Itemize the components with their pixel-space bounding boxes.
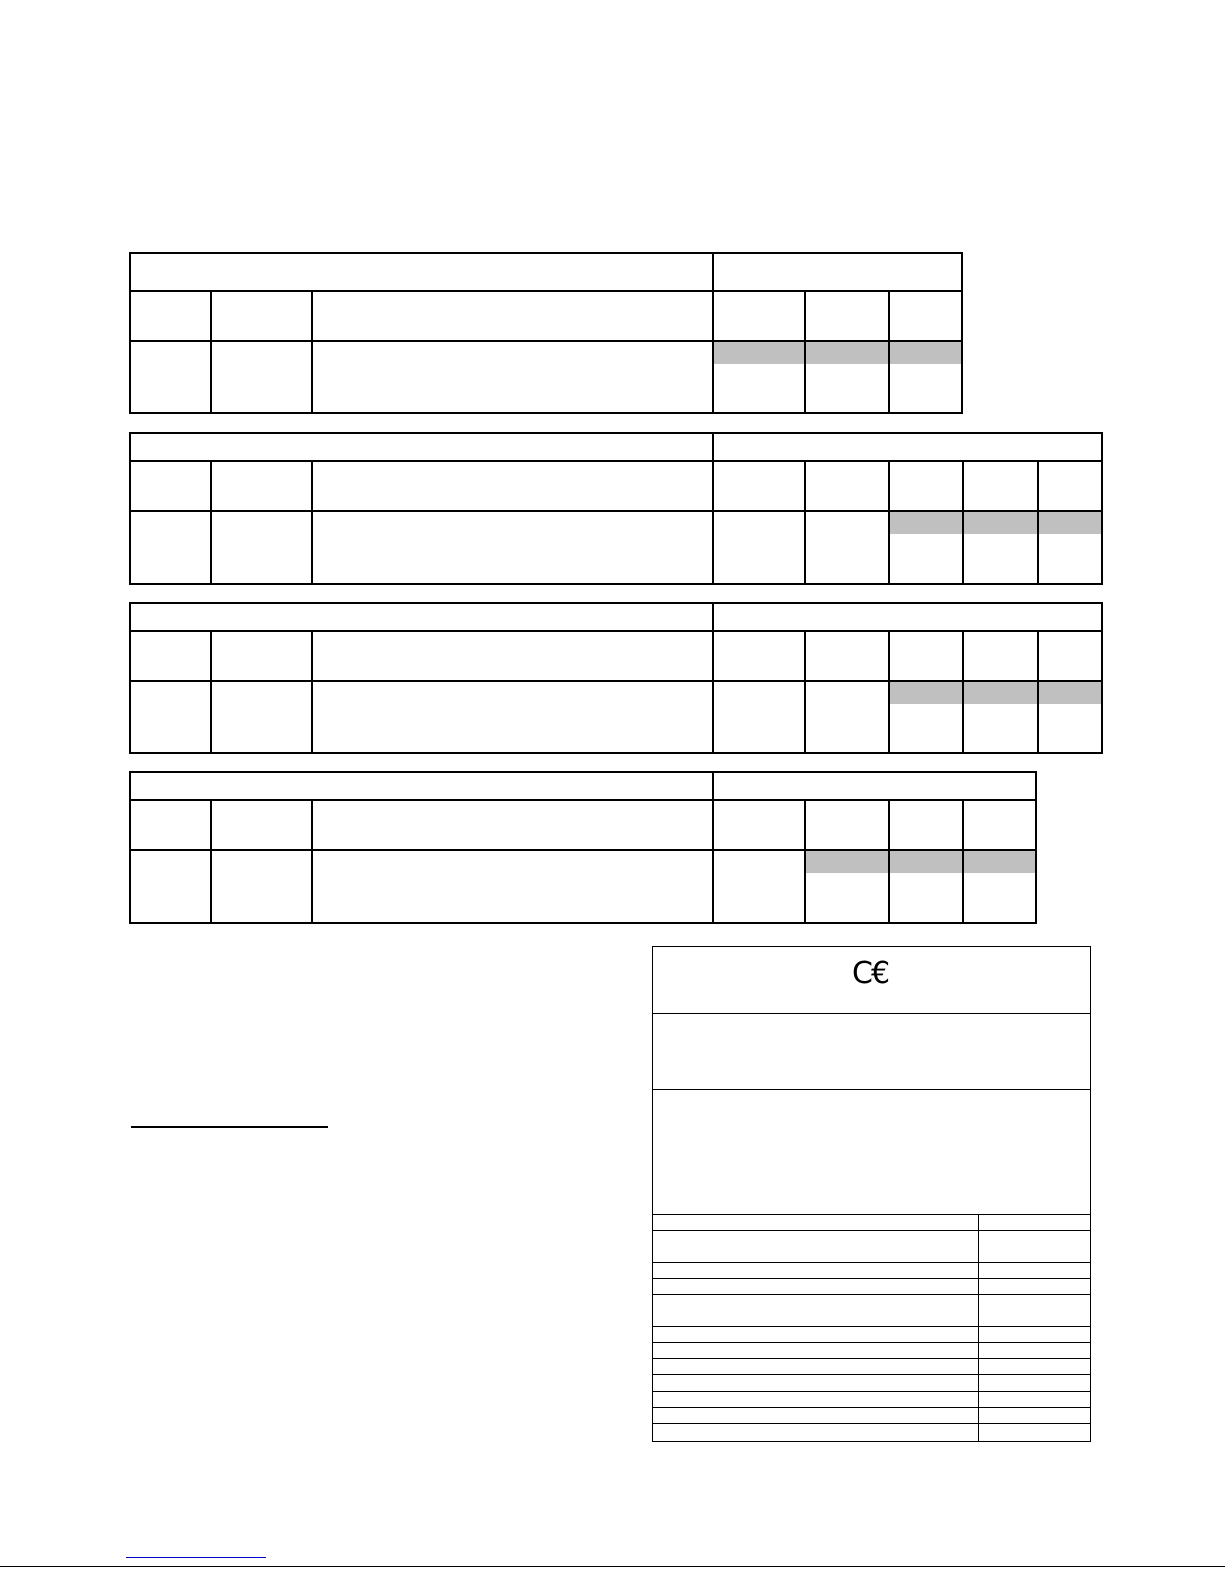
table-1-header-divider <box>131 290 961 292</box>
table-4-shaded-cell <box>964 851 1035 873</box>
table-3-header-divider <box>131 630 1101 632</box>
table-3-col-divider <box>804 630 806 752</box>
table-2-col-divider <box>311 460 313 583</box>
ce-box-divider <box>653 1013 1090 1014</box>
table-3-col-divider <box>210 630 212 752</box>
table-3-col-divider <box>311 630 313 752</box>
ce-box-row-divider <box>653 1230 1090 1231</box>
ce-box-row-divider <box>653 1358 1090 1359</box>
table-2-shaded-cell <box>964 512 1037 534</box>
table-2-col-divider <box>210 460 212 583</box>
ce-box-divider <box>653 1089 1090 1090</box>
table-3-shaded-cell <box>1039 682 1101 704</box>
table-1-col-divider <box>311 290 313 412</box>
footer-rule <box>0 1566 1225 1567</box>
table-4-shaded-cell <box>806 851 888 873</box>
table-3-shaded-cell <box>964 682 1037 704</box>
table-1-shaded-cell <box>806 342 888 364</box>
table-4 <box>129 771 1037 924</box>
table-1-col-divider <box>210 290 212 412</box>
ce-box-row-divider <box>653 1374 1090 1375</box>
table-2-shaded-cell <box>890 512 962 534</box>
ce-box-row-divider <box>653 1423 1090 1424</box>
table-2-header-divider <box>131 460 1101 462</box>
ce-label-box <box>652 946 1091 1442</box>
table-4-col-divider <box>311 799 313 922</box>
ce-box-row-divider <box>653 1391 1090 1392</box>
table-4-col-divider <box>210 799 212 922</box>
ce-box-row-divider <box>653 1294 1090 1295</box>
table-2-col-divider <box>804 460 806 583</box>
signature-line <box>131 1126 328 1128</box>
ce-mark-icon: C€ <box>852 956 889 991</box>
ce-box-divider <box>653 1214 1090 1215</box>
ce-box-row-divider <box>653 1326 1090 1327</box>
ce-box-row-divider <box>653 1262 1090 1263</box>
table-1 <box>129 252 963 414</box>
footer-link-underline[interactable] <box>126 1557 266 1558</box>
table-2 <box>129 432 1103 585</box>
table-4-shaded-cell <box>890 851 962 873</box>
table-2-col-divider <box>712 434 714 583</box>
ce-box-row-divider <box>653 1278 1090 1279</box>
ce-box-row-divider <box>653 1407 1090 1408</box>
table-4-col-divider <box>712 773 714 922</box>
table-1-shaded-cell <box>890 342 961 364</box>
table-3 <box>129 602 1103 754</box>
ce-box-col-divider <box>978 1214 979 1441</box>
table-3-shaded-cell <box>890 682 962 704</box>
ce-box-row-divider <box>653 1342 1090 1343</box>
table-1-col-divider <box>712 254 714 412</box>
table-4-header-divider <box>131 799 1035 801</box>
table-1-shaded-cell <box>714 342 804 364</box>
table-2-shaded-cell <box>1039 512 1101 534</box>
table-3-col-divider <box>712 604 714 752</box>
